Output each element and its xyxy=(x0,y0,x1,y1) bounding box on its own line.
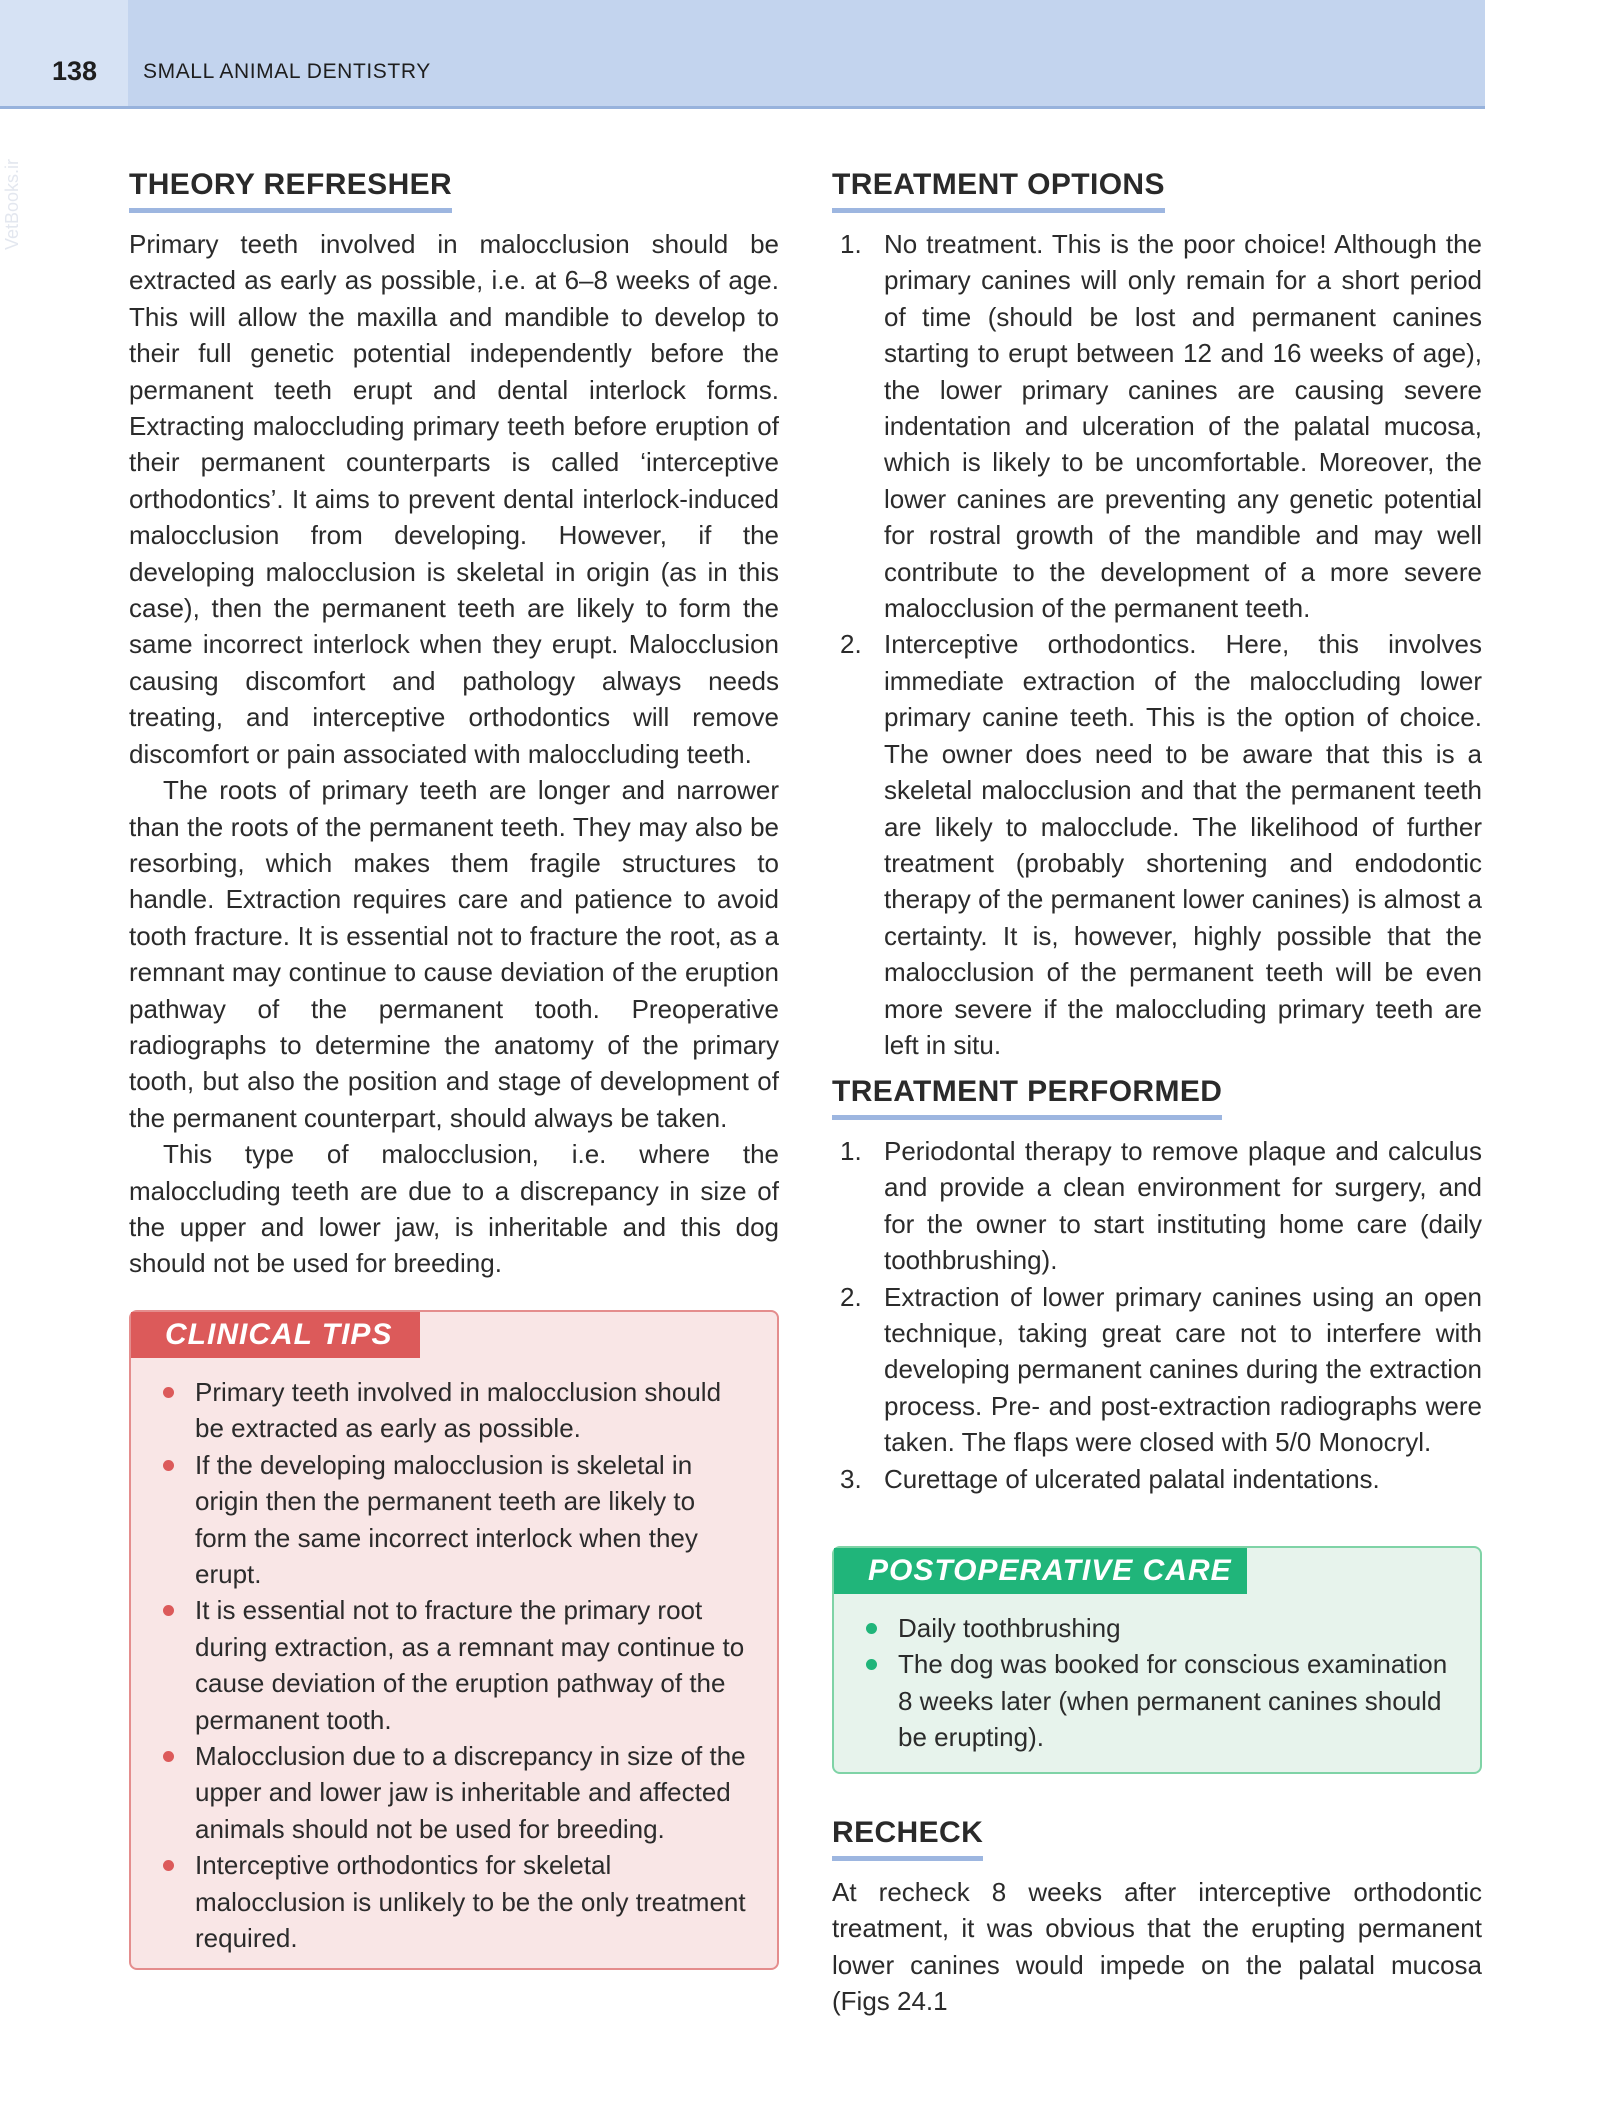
recheck-paragraph: At recheck 8 weeks after interceptive orthodontic treatment, it was obvious that the erupting permanent lower canines would impede on the palatal mucosa (Figs 24.1 xyxy=(832,1877,1482,2017)
care-text: Daily toothbrushing xyxy=(898,1613,1121,1643)
tip-text: Malocclusion due to a discrepancy in size of the upper and lower jaw is inheritable and affected animals should not be used for breeding. xyxy=(195,1741,746,1844)
theory-paragraph: The roots of primary teeth are longer and narrower than the roots of the permanent teeth. They may also be resorbing, which makes them fragile structures to handle. Extraction requires care and patience to avoid tooth fracture. It is essential not to fracture the root, as a remnant may continue to cause deviation of the eruption pathway of the permanent tooth. Preoperative radiographs to determine the anatomy of the primary tooth, but also the position and stage of development of the permanent counterpart, should always be taken. xyxy=(129,775,779,1133)
page-number-box xyxy=(0,0,128,106)
clinical-tips-title: CLINICAL TIPS xyxy=(131,1312,420,1358)
list-item xyxy=(161,1374,753,1447)
item-number: 3. xyxy=(840,1463,862,1494)
list-item xyxy=(864,1646,1456,1755)
page-number: 138 xyxy=(52,56,98,86)
theory-refresher-body xyxy=(129,226,779,1282)
item-text: Extraction of lower primary canines using an open technique, taking great care not to interfere with developing permanent canines during the extraction process. Pre- and post-extraction radiographs were taken. The flaps were closed with 5/0 Monocryl. xyxy=(884,1281,1482,1458)
item-number: 1. xyxy=(840,229,862,259)
theory-paragraph: Primary teeth involved in malocclusion should be extracted as early as possible, i.e. at 6–8 weeks of age. This will allow the maxilla and mandible to develop to their full genetic potential independently before the permanent teeth erupt and dental interlock forms. Extracting maloccluding primary teeth before eruption of their permanent counterparts is called ‘interceptive orthodontics’. It aims to prevent dental interlock-induced malocclusion from developing. However, if the developing malocclusion is skeletal in origin (as in this case), then the permanent teeth are likely to form the same incorrect interlock when they erupt. Malocclusion causing discomfort and pathology always needs treating, and interceptive orthodontics will remove discomfort or pain associated with maloccluding teeth. xyxy=(129,229,779,769)
list-item xyxy=(840,226,1482,626)
list-item xyxy=(864,1610,1456,1646)
recheck-body xyxy=(832,1874,1482,2020)
list-item xyxy=(840,1279,1482,1461)
item-text: Interceptive orthodontics. Here, this involves immediate extraction of the maloccluding lower primary canine teeth. This is the option of choice. The owner does need to be aware that this is a skeletal malocclusion and that the permanent teeth are likely to malocclude. The likelihood of further treatment (probably shortening and endodontic therapy of the permanent lower canines) is almost a certainty. It is, however, highly possible that the malocclusion of the permanent teeth will be even more severe if the maloccluding primary teeth are left in situ. xyxy=(884,629,1482,1060)
bullet-icon xyxy=(163,1605,174,1616)
item-number: 2. xyxy=(840,1281,862,1312)
bullet-icon xyxy=(866,1623,877,1634)
item-number: 1. xyxy=(840,1136,862,1166)
postoperative-care-box xyxy=(832,1546,1482,1774)
list-item xyxy=(161,1447,753,1593)
tip-text: If the developing malocclusion is skeletal in origin then the permanent teeth are likely to form the same incorrect interlock when they erupt. xyxy=(195,1449,698,1590)
care-text: The dog was booked for conscious examination 8 weeks later (when permanent canines should be erupting). xyxy=(898,1649,1448,1753)
running-header xyxy=(0,0,1485,109)
theory-refresher-heading: THEORY REFRESHER xyxy=(129,168,452,213)
watermark: VetBooks.ir xyxy=(2,158,22,250)
theory-paragraph: This type of malocclusion, i.e. where the maloccluding teeth are due to a discrepancy in size of the upper and lower jaw, is inheritable and this dog should not be used for breeding. xyxy=(129,1139,779,1279)
bullet-icon xyxy=(163,1460,174,1471)
clinical-tips-box xyxy=(129,1310,779,1970)
item-number: 2. xyxy=(840,629,862,660)
bullet-icon xyxy=(866,1659,877,1670)
item-text: Periodontal therapy to remove plaque and calculus and provide a clean environment for surgery, and for the owner to start instituting home care (daily toothbrushing). xyxy=(884,1136,1482,1276)
bullet-icon xyxy=(163,1751,174,1762)
treatment-options-list xyxy=(840,226,1482,1063)
recheck-heading: RECHECK xyxy=(832,1816,983,1861)
item-text: No treatment. This is the poor choice! Although the primary canines will only remain for a short period of time (should be lost and permanent canines starting to erupt between 12 and 16 weeks of age), the lower primary canines are causing severe indentation and ulceration of the palatal mucosa, which is likely to be uncomfortable. Moreover, the lower canines are preventing any genetic potential for rostral growth of the mandible and may well contribute to the development of a more severe malocclusion of the permanent teeth. xyxy=(884,229,1482,624)
list-item xyxy=(161,1592,753,1738)
treatment-performed-heading: TREATMENT PERFORMED xyxy=(832,1075,1222,1120)
tip-text: Interceptive orthodontics for skeletal malocclusion is unlikely to be the only treatment required. xyxy=(195,1850,746,1954)
bullet-icon xyxy=(163,1860,174,1871)
treatment-options-heading: TREATMENT OPTIONS xyxy=(832,168,1165,213)
tip-text: Primary teeth involved in malocclusion should be extracted as early as possible. xyxy=(195,1377,722,1444)
list-item xyxy=(161,1738,753,1847)
postoperative-care-list xyxy=(864,1610,1456,1756)
tip-text: It is essential not to fracture the primary root during extraction, as a remnant may continue to cause deviation of the eruption pathway of the permanent tooth. xyxy=(195,1595,745,1735)
list-item xyxy=(840,626,1482,1063)
clinical-tips-list xyxy=(161,1374,753,1957)
list-item xyxy=(840,1133,1482,1279)
list-item xyxy=(840,1461,1482,1497)
item-text: Curettage of ulcerated palatal indentations. xyxy=(884,1463,1380,1494)
running-head-title: SMALL ANIMAL DENTISTRY xyxy=(143,60,431,83)
list-item xyxy=(161,1847,753,1956)
postoperative-care-title: POSTOPERATIVE CARE xyxy=(834,1548,1247,1594)
bullet-icon xyxy=(163,1387,174,1398)
treatment-performed-list xyxy=(840,1133,1482,1497)
